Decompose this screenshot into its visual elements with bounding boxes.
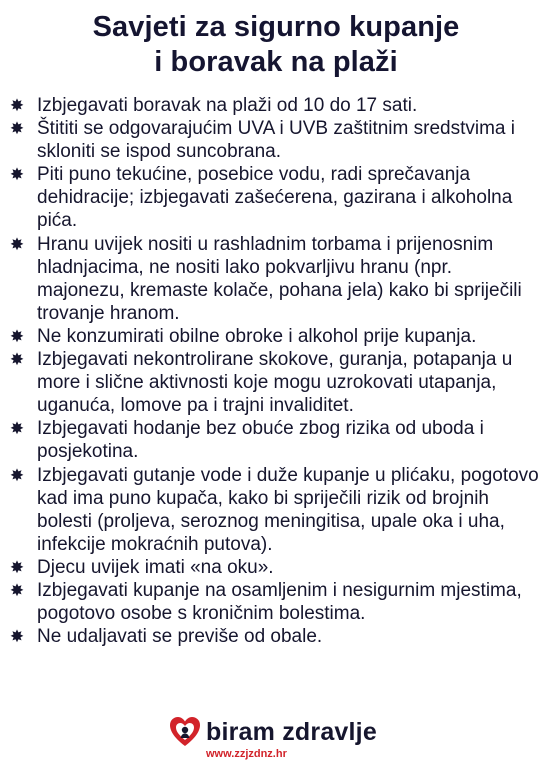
tip-text: Ne udaljavati se previše od obale. xyxy=(37,626,323,648)
tip-item xyxy=(8,348,544,417)
tip-item xyxy=(8,325,544,348)
asterisk-bullet-icon: ✸ xyxy=(9,419,25,439)
tips-list xyxy=(8,94,544,648)
website-link[interactable]: www.zzjzdnz.hr xyxy=(206,748,287,760)
asterisk-bullet-icon: ✸ xyxy=(9,465,25,485)
tip-item xyxy=(8,556,544,579)
tip-text: Izbjegavati gutanje vode i duže kupanje u plićaku, pogotovo kad ima puno kupača, kako bi spriječili rizik od brojnih bolesti (proljeva, seroznog meningitisa, upale oka i uha, infekcije mokraćnih putova). xyxy=(37,464,539,555)
tip-item xyxy=(8,94,544,117)
title-line-1: Savjeti za sigurno kupanje xyxy=(92,11,460,43)
tip-item xyxy=(8,163,544,232)
asterisk-bullet-icon: ✸ xyxy=(9,350,25,370)
tip-item xyxy=(8,417,544,463)
heart-person-logo-icon xyxy=(168,715,202,749)
asterisk-bullet-icon: ✸ xyxy=(9,165,25,185)
footer xyxy=(0,714,556,764)
tip-text: Ne konzumirati obilne obroke i alkohol prije kupanja. xyxy=(37,325,477,347)
asterisk-bullet-icon: ✸ xyxy=(9,557,25,577)
tip-text: Izbjegavati kupanje na osamljenim i nesigurnim mjestima, pogotovo osobe s kroničnim bolestima. xyxy=(37,579,522,625)
asterisk-bullet-icon: ✸ xyxy=(9,96,25,115)
tip-item xyxy=(8,233,544,325)
brand-logo xyxy=(168,714,377,750)
asterisk-bullet-icon: ✸ xyxy=(9,326,25,346)
brand-name: biram zdravlje xyxy=(206,717,377,746)
tip-text: Izbjegavati hodanje bez obuće zbog rizika od uboda i posjekotina. xyxy=(37,418,484,463)
tip-text: Hranu uvijek nositi u rashladnim torbama i prijenosnim hladnjacima, ne nositi lako pokvarljivu hranu (npr. majonezu, kremaste kolače, pohana jela) kako bi spriječili trovanje hranom. xyxy=(37,233,522,324)
tip-text: Štititi se odgovarajućim UVA i UVB zaštitnim sredstvima i skloniti se ispod suncobrana. xyxy=(37,118,515,163)
tip-text: Djecu uvijek imati «na oku». xyxy=(37,556,274,578)
asterisk-bullet-icon: ✸ xyxy=(9,627,25,647)
asterisk-bullet-icon: ✸ xyxy=(9,580,25,600)
page-title xyxy=(8,10,544,80)
tip-text: Izbjegavati nekontrolirane skokove, guranja, potapanja u more i slične aktivnosti koje mogu uzrokovati utapanja, uganuća, lomove pa i trajni invaliditet. xyxy=(37,349,513,417)
tip-item xyxy=(8,117,544,163)
asterisk-bullet-icon: ✸ xyxy=(9,119,25,139)
tip-item xyxy=(8,464,544,556)
tip-text: Piti puno tekućine, posebice vodu, radi sprečavanja dehidracije; izbjegavati zašećerena, gazirana i alkoholna pića. xyxy=(37,164,513,232)
tip-item xyxy=(8,579,544,625)
asterisk-bullet-icon: ✸ xyxy=(9,234,25,254)
tip-item xyxy=(8,625,544,648)
tip-text: Izbjegavati boravak na plaži od 10 do 17 sati. xyxy=(37,95,418,116)
title-line-2: i boravak na plaži xyxy=(154,46,398,78)
